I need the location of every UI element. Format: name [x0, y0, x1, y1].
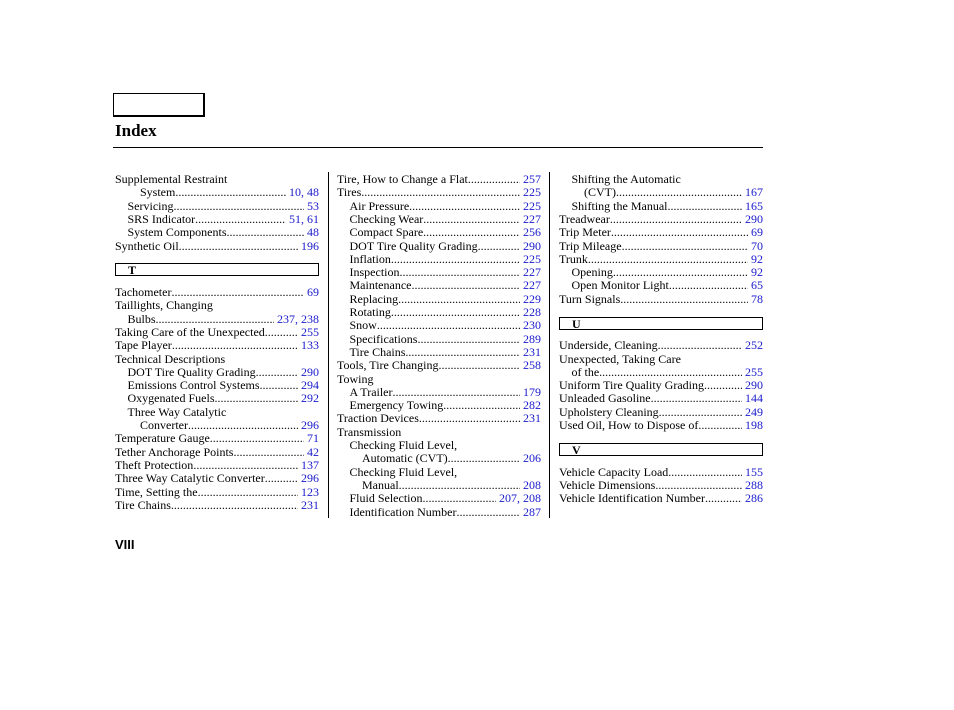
- index-entry[interactable]: [115, 285, 319, 299]
- index-entry-text: Checking Wear: [349, 211, 424, 226]
- index-entry-text: Temperature Gauge: [115, 431, 210, 446]
- leader-dots: [655, 478, 742, 492]
- index-entry-text: DOT Tire Quality Grading: [127, 364, 256, 379]
- index-entry-text: Shifting the Manual: [571, 198, 668, 213]
- index-entry: [115, 298, 319, 312]
- page-reference-link[interactable]: 225: [520, 185, 541, 200]
- page-reference-link[interactable]: 92: [748, 265, 763, 280]
- page-reference-link[interactable]: 255: [742, 364, 763, 379]
- page-reference-link[interactable]: 287: [520, 504, 541, 519]
- leader-dots: [443, 398, 520, 412]
- index-entry[interactable]: [559, 292, 763, 306]
- index-entry: [559, 352, 763, 366]
- index-entry-text: Time, Setting the: [115, 484, 198, 499]
- index-entry[interactable]: [350, 252, 542, 266]
- index-entry[interactable]: [559, 465, 763, 479]
- index-entry-text: Used Oil, How to Dispose of: [559, 418, 699, 433]
- index-entry-text: SRS Indicator: [127, 211, 196, 226]
- leader-dots: [398, 292, 520, 306]
- index-entry[interactable]: [337, 358, 541, 372]
- index-entry-text: Trip Mileage: [559, 238, 622, 253]
- page-reference-link[interactable]: 227: [520, 211, 541, 226]
- index-entry-text: System: [140, 185, 176, 200]
- leader-dots: [361, 185, 520, 199]
- leader-dots: [611, 225, 748, 239]
- index-letter-heading: T: [115, 263, 319, 276]
- index-entry-text: Tire Chains: [349, 344, 406, 359]
- leader-dots: [704, 378, 742, 392]
- index-entry-text: Specifications: [349, 331, 418, 346]
- leader-dots: [391, 252, 520, 266]
- page-reference-link[interactable]: 258: [520, 358, 541, 373]
- leader-dots: [681, 352, 763, 366]
- index-entry-text: Tire, How to Change a Flat: [337, 172, 468, 186]
- index-entry[interactable]: [350, 292, 542, 306]
- index-entry[interactable]: [572, 199, 764, 213]
- page-reference-link[interactable]: 133: [298, 338, 319, 353]
- leader-dots: [599, 365, 742, 379]
- leader-dots: [681, 172, 763, 186]
- leader-dots: [377, 318, 520, 332]
- index-entry-text: Compact Spare: [349, 225, 424, 240]
- leader-dots: [175, 185, 286, 199]
- leader-dots: [400, 265, 521, 279]
- leader-dots: [457, 465, 541, 479]
- page-reference-link[interactable]: 282: [520, 398, 541, 413]
- index-entry[interactable]: [350, 265, 542, 279]
- leader-dots: [622, 239, 748, 253]
- index-entry[interactable]: [350, 239, 542, 253]
- index-entry-text: Checking Fluid Level,: [349, 438, 458, 452]
- index-entry[interactable]: [350, 398, 542, 412]
- index-entry[interactable]: [350, 318, 542, 332]
- page-reference-link[interactable]: 286: [742, 491, 763, 506]
- index-entry[interactable]: [559, 491, 763, 505]
- index-entry: [350, 438, 542, 452]
- index-entry-text: Trunk: [559, 251, 588, 266]
- leader-dots: [658, 338, 742, 352]
- index-entry-text: Emissions Control Systems: [127, 378, 260, 393]
- index-entry[interactable]: [559, 239, 763, 253]
- page-reference-link[interactable]: 167: [742, 185, 763, 200]
- index-entry: [115, 352, 319, 366]
- page-reference-link[interactable]: 230: [520, 318, 541, 333]
- leader-dots: [265, 471, 298, 485]
- index-entry[interactable]: [350, 345, 542, 359]
- leader-dots: [198, 485, 298, 499]
- index-entry[interactable]: [115, 445, 319, 459]
- leader-dots: [391, 305, 520, 319]
- index-entry-text: Transmission: [337, 424, 402, 439]
- leader-dots: [423, 212, 520, 226]
- leader-dots: [620, 292, 748, 306]
- index-entry-text: Supplemental Restraint: [115, 172, 228, 186]
- page-reference-link[interactable]: 227: [520, 278, 541, 293]
- leader-dots: [610, 212, 742, 226]
- page-reference-link[interactable]: 228: [520, 305, 541, 319]
- leader-dots: [171, 498, 298, 512]
- page-reference-link[interactable]: 198: [742, 418, 763, 433]
- index-entry[interactable]: [559, 212, 763, 226]
- page-title: Index: [115, 121, 157, 140]
- index-entry-text: Tachometer: [115, 285, 172, 300]
- index-entry[interactable]: [559, 378, 763, 392]
- page-reference-link[interactable]: 48: [304, 225, 319, 240]
- index-entry[interactable]: [337, 172, 541, 186]
- page-reference-link[interactable]: 290: [298, 364, 319, 379]
- leader-dots: [227, 172, 319, 186]
- index-entry-text: of the: [571, 364, 600, 379]
- index-entry[interactable]: [350, 491, 542, 505]
- index-entry-text: Inspection: [349, 265, 400, 280]
- index-entry-text: Vehicle Identification Number: [559, 491, 705, 506]
- index-entry[interactable]: [559, 405, 763, 419]
- page-reference-link[interactable]: 208: [520, 477, 541, 492]
- index-entry[interactable]: [115, 471, 319, 485]
- page-reference-link[interactable]: 196: [298, 238, 319, 253]
- index-entry[interactable]: [140, 418, 319, 432]
- page-reference-link[interactable]: 290: [742, 211, 763, 226]
- index-entry-text: DOT Tire Quality Grading: [349, 238, 478, 253]
- page-reference-link[interactable]: 231: [520, 411, 541, 426]
- page-reference-link[interactable]: 252: [742, 338, 763, 353]
- title-divider: [113, 147, 763, 148]
- index-entry[interactable]: [559, 225, 763, 239]
- page-reference-link[interactable]: 137: [298, 457, 319, 472]
- page-reference-link[interactable]: 69: [748, 225, 763, 240]
- index-entry[interactable]: [128, 391, 320, 405]
- page-reference-link[interactable]: 206: [520, 451, 541, 466]
- index-entry-text: Tools, Tire Changing: [337, 358, 439, 373]
- page-reference-link[interactable]: 290: [520, 238, 541, 253]
- index-entry-text: Underside, Cleaning: [559, 338, 658, 353]
- index-entry-text: Treadwear: [559, 211, 610, 226]
- index-entry-text: Theft Protection: [115, 457, 194, 472]
- index-entry-text: Converter: [140, 418, 188, 433]
- index-entry[interactable]: [584, 185, 763, 199]
- leader-dots: [225, 352, 319, 366]
- index-entry-text: Servicing: [127, 198, 174, 213]
- leader-dots: [174, 199, 305, 213]
- leader-dots: [172, 338, 298, 352]
- index-entry[interactable]: [128, 212, 320, 226]
- index-entry[interactable]: [350, 385, 542, 399]
- leader-dots: [705, 491, 742, 505]
- page-reference-link[interactable]: 227: [520, 265, 541, 280]
- leader-dots: [417, 332, 520, 346]
- index-entry[interactable]: [115, 431, 319, 445]
- page-reference-link[interactable]: 69: [304, 285, 319, 300]
- leader-dots: [227, 225, 304, 239]
- page-reference-link[interactable]: 42: [304, 444, 319, 459]
- index-entry-text: Taillights, Changing: [115, 298, 213, 313]
- page-reference-link[interactable]: 292: [298, 391, 319, 406]
- column-divider: [549, 172, 550, 518]
- index-entry-text: Shifting the Automatic: [571, 172, 681, 186]
- leader-dots: [195, 212, 286, 226]
- index-letter-heading: U: [559, 317, 763, 330]
- index-entry[interactable]: [115, 458, 319, 472]
- page-number: VIII: [115, 537, 135, 552]
- page-reference-link[interactable]: 231: [520, 344, 541, 359]
- index-entry[interactable]: [140, 185, 319, 199]
- header-tab-box: [113, 93, 205, 117]
- page-reference-link[interactable]: 237, 238: [274, 311, 319, 326]
- index-entry-text: A Trailer: [349, 384, 393, 399]
- page-reference-link[interactable]: 231: [298, 497, 319, 512]
- index-entry-text: Towing: [337, 371, 374, 386]
- index-entry[interactable]: [362, 451, 541, 465]
- index-entry-text: Rotating: [349, 305, 391, 319]
- leader-dots: [468, 172, 520, 186]
- leader-dots: [411, 278, 520, 292]
- leader-dots: [457, 438, 541, 452]
- leader-dots: [213, 298, 319, 312]
- leader-dots: [399, 478, 520, 492]
- index-entry-text: Traction Devices: [337, 411, 419, 426]
- index-entry[interactable]: [115, 325, 319, 339]
- index-entry[interactable]: [350, 505, 542, 519]
- index-entry[interactable]: [559, 478, 763, 492]
- page-reference-link[interactable]: 179: [520, 384, 541, 399]
- page-reference-link[interactable]: 296: [298, 418, 319, 433]
- index-entry-text: Tether Anchorage Points: [115, 444, 234, 459]
- index-entry[interactable]: [559, 252, 763, 266]
- leader-dots: [423, 225, 520, 239]
- page-reference-link[interactable]: 229: [520, 291, 541, 306]
- page-reference-link[interactable]: 70: [748, 238, 763, 253]
- page-reference-link[interactable]: 144: [742, 391, 763, 406]
- index-entry-text: Checking Fluid Level,: [349, 464, 458, 479]
- index-entry: [572, 172, 764, 186]
- index-entry[interactable]: [115, 338, 319, 352]
- page-reference-link[interactable]: 71: [304, 431, 319, 446]
- index-entry[interactable]: [559, 418, 763, 432]
- index-entry[interactable]: [115, 498, 319, 512]
- index-entry-text: Replacing: [349, 291, 399, 306]
- index-entry-text: Open Monitor Light: [571, 278, 669, 293]
- leader-dots: [401, 425, 541, 439]
- index-entry[interactable]: [362, 478, 541, 492]
- index-entry-text: Unexpected, Taking Care: [559, 351, 681, 366]
- index-entry[interactable]: [350, 212, 542, 226]
- leader-dots: [393, 385, 520, 399]
- leader-dots: [260, 378, 298, 392]
- leader-dots: [448, 451, 520, 465]
- leader-dots: [256, 365, 298, 379]
- page-reference-link[interactable]: 51, 61: [286, 211, 319, 226]
- index-entry-text: Synthetic Oil: [115, 238, 179, 253]
- index-entry: [350, 465, 542, 479]
- leader-dots: [409, 199, 520, 213]
- page-reference-link[interactable]: 78: [748, 291, 763, 306]
- leader-dots: [374, 372, 542, 386]
- index-letter-heading: V: [559, 443, 763, 456]
- leader-dots: [588, 252, 748, 266]
- index-entry-text: Turn Signals: [559, 291, 621, 306]
- leader-dots: [156, 312, 274, 326]
- index-entry-text: Automatic (CVT): [362, 451, 448, 466]
- leader-dots: [179, 239, 298, 253]
- index-entry[interactable]: [128, 225, 320, 239]
- leader-dots: [478, 239, 520, 253]
- index-entry[interactable]: [350, 278, 542, 292]
- leader-dots: [233, 445, 304, 459]
- index-entry[interactable]: [559, 391, 763, 405]
- index-entry-text: Identification Number: [349, 504, 457, 519]
- leader-dots: [668, 199, 743, 213]
- page-reference-link[interactable]: 296: [298, 471, 319, 486]
- leader-dots: [193, 458, 298, 472]
- index-entry-text: Trip Meter: [559, 225, 611, 240]
- page-reference-link[interactable]: 207, 208: [496, 491, 541, 506]
- leader-dots: [188, 418, 298, 432]
- leader-dots: [171, 285, 304, 299]
- index-entry-text: Taking Care of the Unexpected: [115, 324, 265, 339]
- index-entry-text: Three Way Catalytic: [127, 404, 227, 419]
- page-reference-link[interactable]: 225: [520, 198, 541, 213]
- index-entry[interactable]: [115, 485, 319, 499]
- index-entry[interactable]: [128, 378, 320, 392]
- index-entry-text: Uniform Tire Quality Grading: [559, 378, 704, 393]
- index-entry-text: Tape Player: [115, 338, 172, 353]
- leader-dots: [613, 265, 748, 279]
- page-reference-link[interactable]: 288: [742, 477, 763, 492]
- index-entry[interactable]: [128, 365, 320, 379]
- index-entry-text: Bulbs: [127, 311, 156, 326]
- page-reference-link[interactable]: 249: [742, 404, 763, 419]
- page-reference-link[interactable]: 53: [304, 198, 319, 213]
- index-entry: [115, 172, 319, 186]
- page-reference-link[interactable]: 255: [298, 324, 319, 339]
- leader-dots: [226, 405, 319, 419]
- page-reference-link[interactable]: 256: [520, 225, 541, 240]
- index-entry-text: Snow: [349, 318, 377, 333]
- index-entry-text: Upholstery Cleaning: [559, 404, 659, 419]
- page-reference-link[interactable]: 257: [520, 172, 541, 186]
- index-entry[interactable]: [350, 199, 542, 213]
- page-reference-link[interactable]: 92: [748, 251, 763, 266]
- index-entry-text: Unleaded Gasoline: [559, 391, 651, 406]
- index-entry-text: Vehicle Dimensions: [559, 477, 656, 492]
- index-entry[interactable]: [350, 305, 542, 319]
- index-entry: [337, 425, 541, 439]
- leader-dots: [616, 185, 742, 199]
- page-reference-link[interactable]: 165: [742, 198, 763, 213]
- leader-dots: [651, 391, 742, 405]
- leader-dots: [439, 358, 520, 372]
- leader-dots: [669, 278, 748, 292]
- index-entry-text: Vehicle Capacity Load: [559, 464, 669, 479]
- index-entry-text: Oxygenated Fuels: [127, 391, 215, 406]
- index-entry-text: Emergency Towing: [349, 398, 444, 413]
- leader-dots: [698, 418, 742, 432]
- page-reference-link[interactable]: 65: [748, 278, 763, 293]
- leader-dots: [214, 391, 298, 405]
- index-entry: [337, 372, 541, 386]
- index-entry: [128, 405, 320, 419]
- index-entry-text: Technical Descriptions: [115, 351, 226, 366]
- column-divider: [328, 172, 329, 518]
- leader-dots: [419, 411, 520, 425]
- leader-dots: [456, 505, 520, 519]
- index-entry[interactable]: [572, 265, 764, 279]
- page-reference-link[interactable]: 155: [742, 464, 763, 479]
- leader-dots: [659, 405, 742, 419]
- leader-dots: [668, 465, 742, 479]
- index-entry-text: (CVT): [584, 185, 616, 200]
- page-reference-link[interactable]: 225: [520, 251, 541, 266]
- page-reference-link[interactable]: 290: [742, 378, 763, 393]
- index-entry-text: Tire Chains: [115, 497, 171, 512]
- index-entry-text: Inflation: [349, 251, 391, 266]
- page-reference-link[interactable]: 123: [298, 484, 319, 499]
- leader-dots: [423, 491, 497, 505]
- page-reference-link[interactable]: 10, 48: [286, 185, 319, 200]
- index-entry-text: Opening: [571, 265, 613, 280]
- index-entry-text: Manual: [362, 477, 399, 492]
- index-entry-text: Three Way Catalytic Converter: [115, 471, 265, 486]
- index-entry-text: Fluid Selection: [349, 491, 423, 506]
- index-entry[interactable]: [115, 239, 319, 253]
- index-entry[interactable]: [350, 225, 542, 239]
- index-entry-text: System Components: [127, 225, 227, 240]
- page-reference-link[interactable]: 294: [298, 378, 319, 393]
- index-entry[interactable]: [572, 365, 764, 379]
- index-entry[interactable]: [128, 312, 320, 326]
- leader-dots: [210, 431, 304, 445]
- index-entry-text: Maintenance: [349, 278, 412, 293]
- index-entry[interactable]: [128, 199, 320, 213]
- index-entry-text: Tires: [337, 185, 362, 200]
- index-entry[interactable]: [559, 338, 763, 352]
- leader-dots: [265, 325, 298, 339]
- index-entry-text: Air Pressure: [349, 198, 410, 213]
- index-entry[interactable]: [337, 185, 541, 199]
- index-entry[interactable]: [350, 332, 542, 346]
- index-entry[interactable]: [572, 278, 764, 292]
- leader-dots: [405, 345, 520, 359]
- page-reference-link[interactable]: 289: [520, 331, 541, 346]
- index-entry[interactable]: [337, 411, 541, 425]
